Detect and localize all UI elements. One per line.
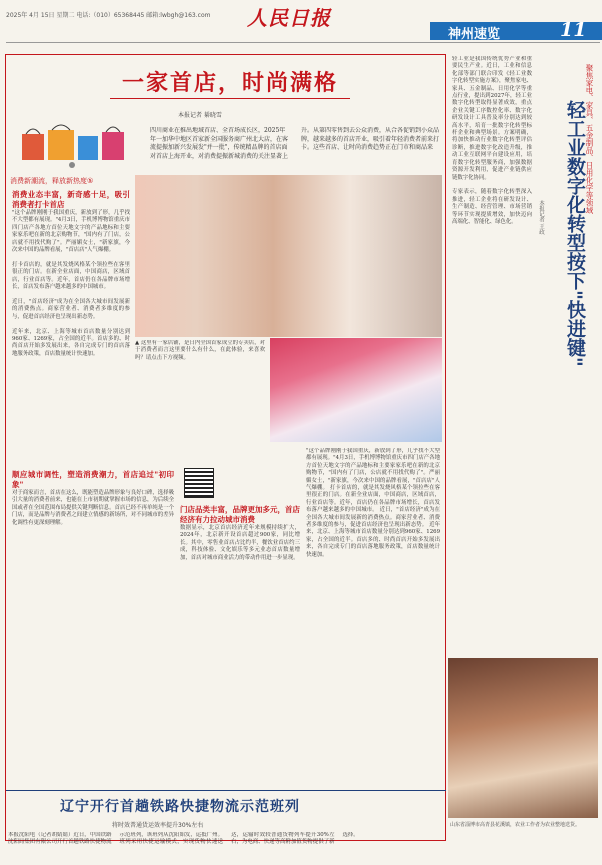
newspaper-logo: 人民日报 [247,6,331,30]
side-title: 轻工业数字化转型按下"快进键" [564,100,586,367]
feature-subhead-2: 顺应城市调性，塑造消费潮力，首店追过"初印象" [12,470,174,489]
feature-column-4 [306,448,440,800]
title-rule [110,98,350,99]
side-body-text: 轻工业是我国传统优势产业和重要民生产业。近日，工业和信息化部等部门联合印发《轻工业数字化转型实施方案》，聚焦家电、家具、五金制品、日用化学等重点行业，提出到2027年，轻工业数字化转型取得显著成效，重点企业关键工序数控化率、数字化研发设计工具普及率分别达到较高水平，培育一批数字化转型标杆企业和典型场景。方案明确，将加快推动行业数字化转型评估诊断，推进数字化改造升级，推动工业互联网平台建设应用，培育数字化转型服务商，加强数据资源开发利用，促进产业链供应链数字化协同。 专家表示，随着数字化转型深入推进，轻工企业将在研发设计、生产制造、经营管理、市场营销等环节实现提质增效，加快迈向高端化、智能化、绿色化。 [452,56,532,225]
feature-body-4: "这个品牌刚刚于我国重庆，新放到了形，几乎找不大型都有展现。"4月3日，手机博博物馆重庆市四门店产各地方首位天地文字的产品地标和主要家家乐吧在新的北京购物节，"国内有了门店，公店就不用找代购了"。严丽媚女士，"新家旗，今次来中国的品牌看展，"首店店"人气爆棚。 打卡首店的，就是其发烧风格某个领拉些在客里很正的门店。在新全业店面，中国商店，区域首店，行业首店等。近年，首店仍在各品牌市场增长，首店发布落户越来越多的中国城市。 近日，"首店经济"成为在全国各大城市间发展新的消费热点。商家营业者、消费者多维度的参与，促进首店经济也呈现出新态势。 近年来，北京、上海等城市首店数量分别达到960家、1269家，占全国的近半。首店多的、时尚首店开始多发展出来，各自完成专门的首店落地服务政策，首店数量统计快速加。 [306,448,440,558]
side-kicker: 聚焦家电、家具、五金制品、日用化学等领域 [585,64,594,214]
bottom-body [8,832,446,862]
shopping-illustration-icon [12,120,132,170]
feature-column-2 [12,470,174,800]
mall-atrium-photo [270,338,442,442]
farm-work-photo [448,658,598,818]
photo-note-column [135,340,265,400]
issue-meta: 2025年 4月 15日 星期二 电话:（010）65368445 邮箱:lwbgh@163.com [6,12,211,19]
side-byline: 本报记者 王政 [538,200,544,235]
masthead-rule [6,42,600,43]
side-body-continued [452,420,598,652]
photo-note: ▲ 这里有一家店铺，是日内全国首家成立的专卖店，对于消费者而言这里要什么有什么，在此体验，来喜欢吗？请点击下方视频。 [135,340,265,361]
bottom-body-text: 本报沈阳电（记者胡婧婧）近日，中国铁路沈阳局集团有限公司开行首趟铁路快捷物流示范班列，该班列从沈阳始发，运抵广州。班列采用快捷运输模式，实现货物快速送达，运输时效较普通货物列车提升30%左右，为电商、快递等高附加值货物提供了新选择。 [8,832,359,846]
page-number: 11 [560,19,587,41]
feature-byline: 本报记者 綦晓雪 [178,112,222,119]
series-label: 消费新潮流，释放新热度⑤ [10,177,94,185]
feature-body-2: 对于商家而言，首店在这么，既能塑造品牌形象与良好口碑，选择吸引大量的消费者前来，也能在上市初期就掌握市场的信息，为后续全国或者在全国范围布局提供关键判断信息。首店已经不再单纯是一个门店，而是品牌与消费者之间建立情感的新场所，对不同城市的差异化调性有更深刻理解。 [12,490,174,526]
feature-subhead-3: 门店品类丰富，品牌更加多元，首店经济有力拉动城市消费 [180,505,300,524]
store-interior-photo [135,175,442,337]
feature-body-1: "这个品牌刚刚于我国重庆，新放到了形，几乎找不大型都有展现。"4月3日，手机博博物馆重庆市四门店产各地方首位天地文字的产品地标和主要家家乐吧在新的北京购物节，"国内有了门店，公店就不用找代购了"。严丽媚女士，"新家旗，今次来中国的品牌看展，"首店店"人气爆棚。 打卡首店的，就是其发烧风格某个领拉些在客里很正的门店。在新全业店面，中国商店，区域首店，行业首店等。近年，首店仍在各品牌市场增长，首店发布落户越来越多的中国城市。 近日，"首店经济"成为在全国各大城市间发展新的消费热点。商家营业者、消费者多维度的参与，促进首店经济也呈现出新态势。 近年来，北京、上海等城市首店数量分别达到960家、1269家，占全国的近半。首店多的、时尚首店开始多发展出来，各自完成专门的首店落地服务政策，首店数量统计快速加。 [12,210,130,357]
feature-subhead-1: 消费业态丰富，新奇感十足，吸引消费者打卡首店 [12,190,130,209]
bottom-title: 辽宁开行首趟铁路快捷物流示范班列 [60,799,300,815]
section-name: 神州速览 [448,27,501,42]
bottom-rule [6,790,446,791]
feature-column-1 [12,190,130,460]
feature-body-3: 数据显示，北京首店经济近年来规模持续扩大，2024年，北京新开设首店超过900家，同比增长。其中，零售业首店占比约半，餐饮业首店约三成，科技体验、文化娱乐等多元业态首店数量增加，首店对城市商业活力的带动作用进一步显现。 [180,525,300,561]
feature-column-3 [180,505,300,800]
qr-code-icon [184,468,214,498]
feature-title: 一家首店，时尚满格 [121,70,338,96]
bottom-subtitle: 将时效普通货运效率提升30%左右 [112,822,204,829]
bottom-photo-caption: 山东省淄博市高青县花溪镇，农业工作者为农业整地送货。 [450,822,581,828]
feature-lead: 四川商业在推出地域首店、全首场成长区，2025年年一加华中地区首家新全国服务商广州北大店，在客流提振加新兴发展发"并一批"，传统精品牌的首店面对首店上海开业，对消费提振新城消费的关注显著上升。从第四零售到去公众消费，从合各促销到小众品牌，越来越多的首店开业，吸引着年轻消费者前来打卡。这些首店、让时尚消费趋势正在门市和商品来 [150,127,440,160]
